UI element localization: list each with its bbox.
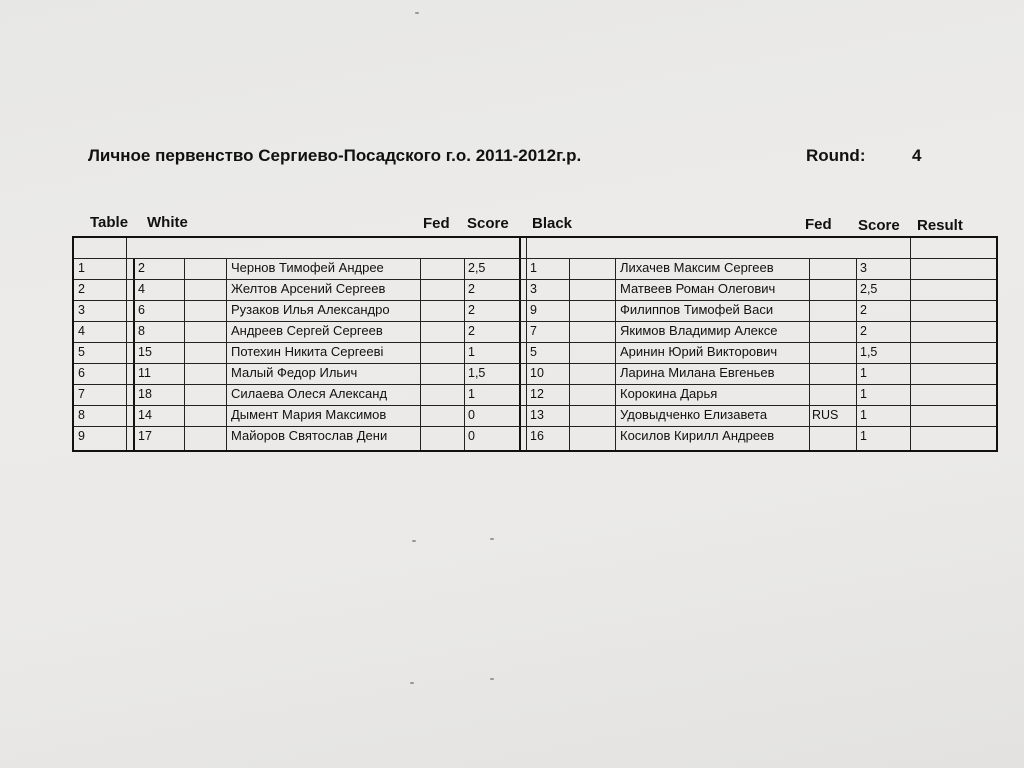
white-score-cell: 1,5 — [468, 366, 486, 380]
black-score-cell: 2 — [860, 324, 867, 338]
white-score-cell: 1 — [468, 387, 475, 401]
table-number-cell: 2 — [78, 282, 85, 296]
black-player-name: Якимов Владимир Алексе — [620, 323, 778, 338]
paper-speck — [415, 12, 419, 14]
column-header-score-black: Score — [858, 217, 900, 234]
black-score-cell: 2 — [860, 303, 867, 317]
black-score-cell: 1 — [860, 429, 867, 443]
white-player-name: Рузаков Илья Александро — [231, 302, 390, 317]
black-number-cell: 1 — [530, 261, 537, 275]
black-player-name: Аринин Юрий Викторович — [620, 344, 778, 359]
table-number-cell: 4 — [78, 324, 85, 338]
white-player-name: Майоров Святослав Дени — [231, 428, 388, 443]
table-row — [74, 384, 996, 405]
black-player-name: Удовыдченко Елизавета — [620, 407, 768, 422]
black-number-cell: 13 — [530, 408, 544, 422]
black-number-cell: 10 — [530, 366, 544, 380]
black-number-cell: 3 — [530, 282, 537, 296]
table-row — [74, 426, 996, 447]
white-player-name: Желтов Арсений Сергеев — [231, 281, 386, 296]
white-number-cell: 6 — [138, 303, 145, 317]
page-title: Личное первенство Сергиево-Посадского г.о. 2011-2012г.р. — [88, 146, 582, 165]
black-number-cell: 9 — [530, 303, 537, 317]
white-player-name: Потехин Никита Сергееві — [231, 344, 384, 359]
white-score-cell: 2 — [468, 303, 475, 317]
white-score-cell: 1 — [468, 345, 475, 359]
paper-speck — [410, 682, 414, 684]
table-number-cell: 6 — [78, 366, 85, 380]
table-number-cell: 1 — [78, 261, 85, 275]
white-score-cell: 2 — [468, 324, 475, 338]
column-header-fed-white: Fed — [423, 215, 450, 232]
table-number-cell: 5 — [78, 345, 85, 359]
white-number-cell: 2 — [138, 261, 145, 275]
black-score-cell: 1 — [860, 387, 867, 401]
table-row — [74, 321, 996, 342]
black-score-cell: 1,5 — [860, 345, 878, 359]
white-player-name: Малый Федор Ильич — [231, 365, 358, 380]
column-header-fed-black: Fed — [805, 216, 832, 233]
paper-speck — [412, 540, 416, 542]
table-row — [74, 342, 996, 363]
black-number-cell: 5 — [530, 345, 537, 359]
white-player-name: Силаева Олеся Александ — [231, 386, 388, 401]
black-player-name: Ларина Милана Евгеньев — [620, 365, 775, 380]
black-player-name: Филиппов Тимофей Васи — [620, 302, 774, 317]
column-header-result: Result — [917, 217, 963, 234]
white-score-cell: 2 — [468, 282, 475, 296]
column-header-black: Black — [532, 215, 573, 232]
black-score-cell: 1 — [860, 408, 867, 422]
white-number-cell: 15 — [138, 345, 152, 359]
table-number-cell: 8 — [78, 408, 85, 422]
column-header-white: White — [147, 214, 188, 231]
table-row — [74, 258, 996, 279]
black-player-name: Косилов Кирилл Андреев — [620, 428, 775, 443]
white-player-name: Дымент Мария Максимов — [231, 407, 387, 422]
round-value: 4 — [912, 146, 922, 165]
black-score-cell: 3 — [860, 261, 867, 275]
white-number-cell: 17 — [138, 429, 152, 443]
white-score-cell: 2,5 — [468, 261, 486, 275]
black-number-cell: 12 — [530, 387, 544, 401]
black-player-name: Лихачев Максим Сергеев — [620, 260, 774, 275]
white-number-cell: 8 — [138, 324, 145, 338]
black-player-name: Матвеев Роман Олегович — [620, 281, 776, 296]
black-score-cell: 1 — [860, 366, 867, 380]
table-number-cell: 3 — [78, 303, 85, 317]
table-number-cell: 9 — [78, 429, 85, 443]
white-player-name: Андреев Сергей Сергеев — [231, 323, 383, 338]
paper-speck — [490, 678, 494, 680]
round-label: Round: — [806, 146, 866, 165]
black-number-cell: 16 — [530, 429, 544, 443]
table-row — [74, 300, 996, 321]
white-number-cell: 4 — [138, 282, 145, 296]
black-score-cell: 2,5 — [860, 282, 878, 296]
black-fed-cell: RUS — [812, 408, 839, 422]
table-row — [74, 279, 996, 300]
white-number-cell: 18 — [138, 387, 152, 401]
pairings-table — [72, 236, 998, 452]
white-score-cell: 0 — [468, 429, 475, 443]
column-header-table: Table — [90, 214, 129, 231]
column-header-score-white: Score — [467, 215, 509, 232]
table-row — [74, 405, 996, 426]
white-player-name: Чернов Тимофей Андрее — [231, 260, 384, 275]
paper-speck — [490, 538, 494, 540]
table-number-cell: 7 — [78, 387, 85, 401]
white-number-cell: 14 — [138, 408, 152, 422]
white-score-cell: 0 — [468, 408, 475, 422]
table-row — [74, 363, 996, 384]
black-player-name: Корокина Дарья — [620, 386, 718, 401]
black-number-cell: 7 — [530, 324, 537, 338]
white-number-cell: 11 — [138, 366, 151, 380]
